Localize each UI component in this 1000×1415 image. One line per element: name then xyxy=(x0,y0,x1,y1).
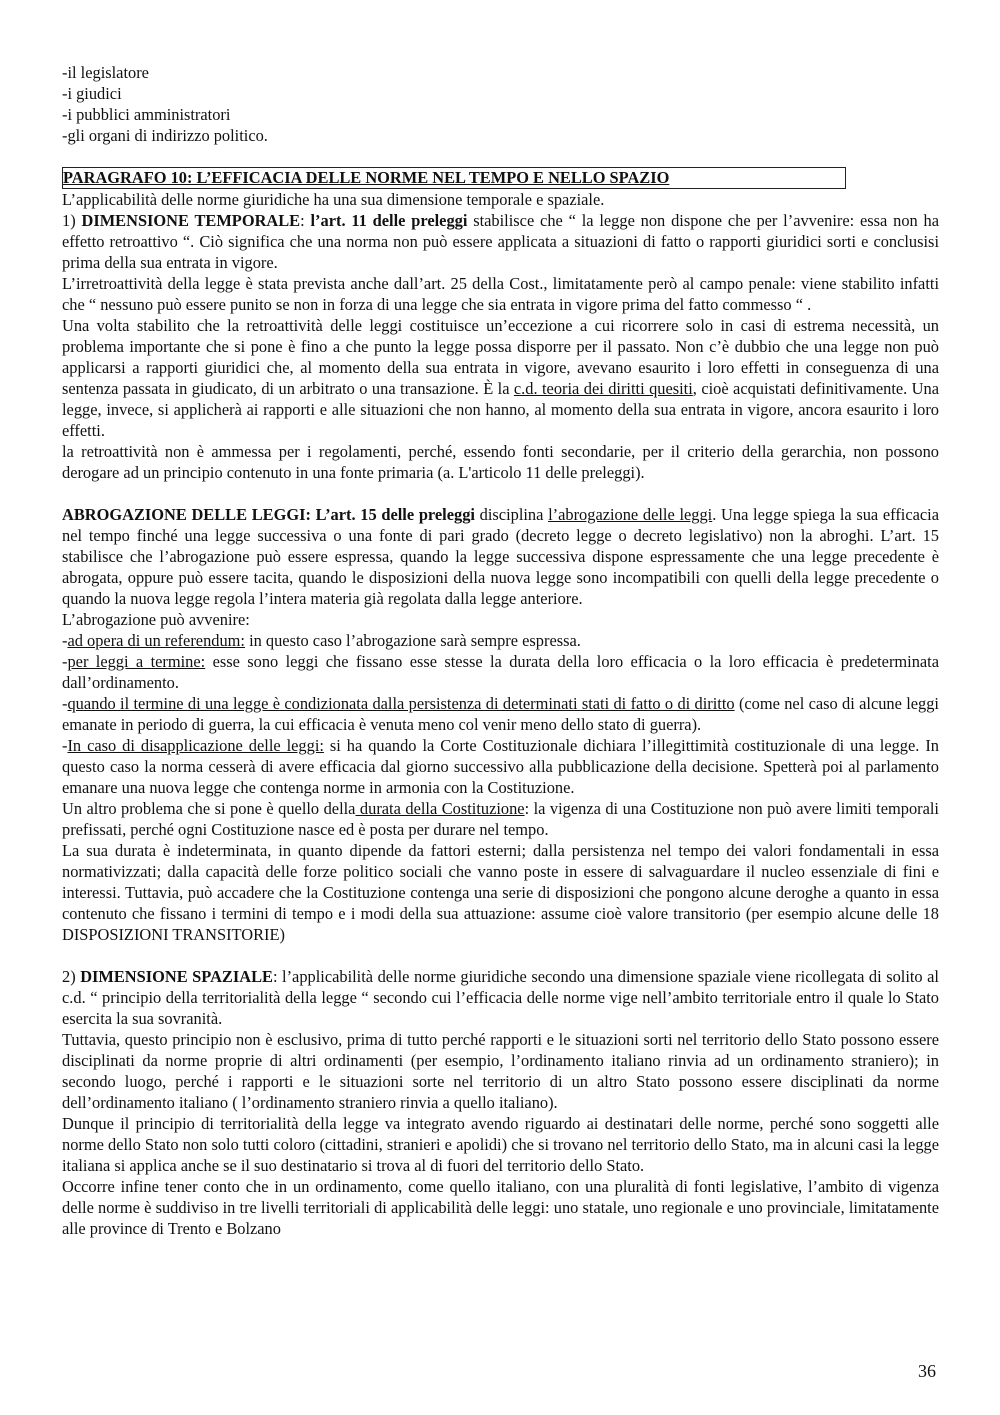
section-heading: PARAGRAFO 10: L’EFFICACIA DELLE NORME NEL TEMPO E NELLO SPAZIO xyxy=(62,167,846,189)
list-item: -il legislatore xyxy=(62,63,149,82)
paragraph: la retroattività non è ammessa per i regolamenti, perché, essendo fonti secondarie, per il criterio della gerarchia, non possono derogare ad un principio contenuto in una fonte primaria (a. L'articolo 11 delle preleggi). xyxy=(62,442,939,482)
page-content xyxy=(62,62,939,1239)
paragraph: Un altro problema che si pone è quello della durata della Costituzione: la vigenza di una Costituzione non può avere limiti temporali prefissati, perché ogni Costituzione nasce ed è posta per durare nel tempo. xyxy=(62,799,939,839)
paragraph: L’abrogazione può avvenire: xyxy=(62,610,250,629)
list-item: -ad opera di un referendum: in questo caso l’abrogazione sarà sempre espressa. xyxy=(62,631,581,650)
list-item: -quando il termine di una legge è condizionata dalla persistenza di determinati stati di fatto o di diritto (come nel caso di alcune leggi emanate in periodo di guerra, la cui efficacia è venuta meno col venir meno dello stato di guerra). xyxy=(62,694,939,734)
list-item: -i pubblici amministratori xyxy=(62,105,231,124)
intro-paragraph: L’applicabilità delle norme giuridiche ha una sua dimensione temporale e spaziale. xyxy=(62,190,605,209)
spatial-paragraph: 2) DIMENSIONE SPAZIALE: l’applicabilità delle norme giuridiche secondo una dimensione spaziale viene ricollegata di solito al c.d. “ principio della territorialità della legge “ secondo cui l’efficacia delle norme vige nell’ambito territoriale entro il quale lo Stato esercita la sua sovranità. xyxy=(62,967,939,1028)
paragraph: L’irretroattività della legge è stata prevista anche dall’art. 25 della Cost., limitatamente però al campo penale: viene stabilito infatti che “ nessuno può essere punito se non in forza di una legge che sia entrata in vigore prima del fatto commesso “ . xyxy=(62,274,939,314)
paragraph: Occorre infine tener conto che in un ordinamento, come quello italiano, con una pluralità di fonti legislative, l’ambito di vigenza delle norme è suddiviso in tre livelli territoriali di applicabilità delle leggi: uno statale, uno regionale e uno provinciale, limitatamente alle province di Trento e Bolzano xyxy=(62,1177,939,1238)
paragraph: Tuttavia, questo principio non è esclusivo, prima di tutto perché rapporti e le situazioni sorti nel territorio dello Stato possono essere disciplinati da norme proprie di altri ordinamenti (per esempio, l’ordinamento italiano rinvia ad un ordinamento straniero); in secondo luogo, perché i rapporti e le situazioni sorte nel territorio di un altro Stato possono essere disciplinati da norme dell’ordinamento italiano ( l’ordinamento straniero rinvia a quello italiano). xyxy=(62,1030,939,1112)
abrogation-paragraph: ABROGAZIONE DELLE LEGGI: L’art. 15 delle preleggi disciplina l’abrogazione delle leggi. Una legge spiega la sua efficacia nel tempo finché una legge successiva o una fonte di pari grado (decreto legge o decreto legislativo) non la abroghi. L’art. 15 stabilisce che l’abrogazione può essere espressa, quando la legge successiva dispone espressamente che una legge precedente è abrogata, oppure può essere tacita, quando le disposizioni della nuova legge sono incompatibili con quelli della legge precedente o quando la nuova legge regola l’intera materia già regolata dalla legge anteriore. xyxy=(62,505,940,608)
page-number: 36 xyxy=(918,1361,936,1381)
list-item: -gli organi di indirizzo politico. xyxy=(62,126,268,145)
paragraph: Dunque il principio di territorialità della legge va integrato avendo riguardo ai destinatari delle norme, perché sono soggetti alle norme dello Stato non solo tutti coloro (cittadini, stranieri e apolidi) che si trovano nel territorio dello Stato, ma in alcuni casi la legge italiana si applica anche se il suo destinatario si trova al di fuori del territorio dello Stato. xyxy=(62,1114,939,1175)
paragraph: La sua durata è indeterminata, in quanto dipende da fattori esterni; dalla persistenza nel tempo dei valori fondamentali in essa normativizzati; dalla capacità delle forze politico sociali che vanno poste in essere di salvaguardare il nucleo essenziale di fini e interessi. Tuttavia, può accadere che la Costituzione contenga una serie di disposizioni che pongono alcune deroghe a quanto in essa contenuto che fissano i termini di tempo e i modi della sua attuazione: assume cioè valore transitorio (per esempio alcune delle 18 DISPOSIZIONI TRANSITORIE) xyxy=(62,841,939,944)
list-item: -i giudici xyxy=(62,84,122,103)
paragraph: Una volta stabilito che la retroattività delle leggi costituisce un’eccezione a cui ricorrere solo in casi di estrema necessità, un problema importante che si pone è fino a che punto la legge possa disporre per il passato. Non c’è dubbio che una legge non può applicarsi a rapporti giuridici che, al momento della sua entrata in vigore, avevano esaurito i loro effetti in conseguenza di una sentenza passata in giudicato, di un arbitrato o una transazione. È la c.d. teoria dei diritti quesiti, cioè acquistati definitivamente. Una legge, invece, si applicherà ai rapporti e alle situazioni che non hanno, al momento della sua entrata in vigore, ancora esaurito i loro effetti. xyxy=(62,316,939,440)
list-item: -per leggi a termine: esse sono leggi che fissano esse stesse la durata della loro efficacia o la loro efficacia è predeterminata dall’ordinamento. xyxy=(62,652,939,692)
list-item: -In caso di disapplicazione delle leggi: si ha quando la Corte Costituzionale dichiara l’illegittimità costituzionale di una legge. In questo caso la norma cesserà di avere efficacia dal giorno successivo alla pubblicazione della decisione. Spetterà poi al parlamento emanare una nuova legge che contenga norme in armonia con la Costituzione. xyxy=(62,736,939,797)
temporal-paragraph: 1) DIMENSIONE TEMPORALE: l’art. 11 delle preleggi stabilisce che “ la legge non dispone che per l’avvenire: essa non ha effetto retroattivo “. Ciò significa che una norma non può essere applicata a situazioni di fatto o rapporti giuridici sorti e conclusisi prima della sua entrata in vigore. xyxy=(62,211,939,272)
list xyxy=(62,62,939,146)
